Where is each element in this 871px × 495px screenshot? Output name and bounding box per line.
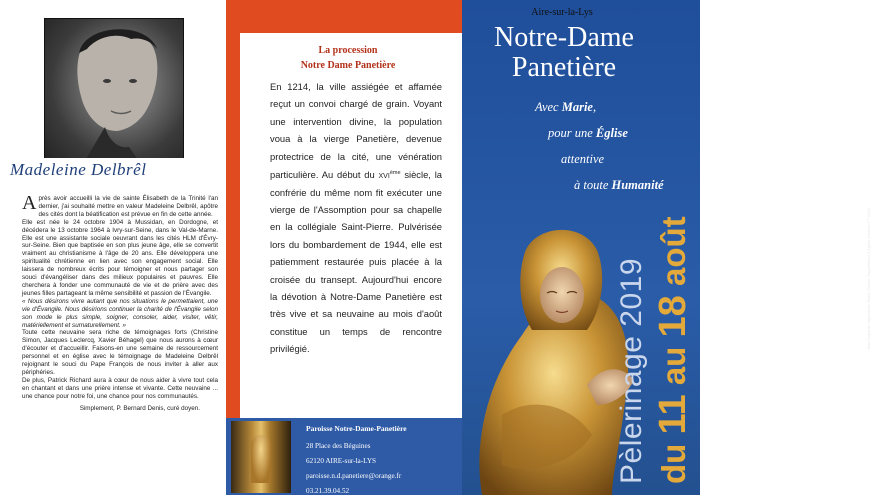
tagline-line-1: Avec Marie, bbox=[535, 100, 597, 114]
bio-quote: « Nous désirons vivre autant que nos situations le permettaient, une vie d'Évangile. Nous désirions continuer la charité de l'Évangile selon son mode le plus simple, soigner, consoler, aider, visiter, vêtir, matériellement et surnaturellement. » bbox=[22, 297, 218, 329]
parish-city: 62120 AIRE-sur-la-LYS bbox=[306, 457, 377, 465]
tagline-line-3: attentive bbox=[561, 152, 605, 166]
parish-phone: 03.21.39.04.52 bbox=[306, 487, 350, 495]
bio-paragraph-3: Toute cette neuvaine sera riche de témoignages forts (Christine Simon, Jacques Leclercq, Xavier Béhagel) que nous aurons à cœur d'écouter et d'accueillir. Faisons-en une semaine de ressourcement personnel et en église avec le témoignage de Madeleine Delbrêl rejoignant le souci du Pape François de nous inviter à aller aux périphéries. bbox=[22, 329, 218, 376]
cover-title-line-1: Notre-Dame bbox=[494, 22, 634, 53]
parish-email[interactable]: paroisse.n.d.panetiere@orange.fr bbox=[306, 472, 402, 480]
cover-title-line-2: Panetière bbox=[511, 52, 617, 83]
virgin-statue-image bbox=[462, 215, 637, 495]
pilgrimage-dates: du 11 au 18 août bbox=[652, 216, 694, 484]
chapel-photo bbox=[231, 421, 291, 493]
biography-text bbox=[22, 192, 218, 412]
printer-credit: Jean Capoulin Imprimerie Julien, Orsion. Supplément à Église d'Artois n°7 2019 bbox=[866, 208, 871, 350]
left-panel bbox=[0, 0, 226, 495]
pilgrimage-year: Pèlerinage 2019 bbox=[615, 257, 648, 484]
drop-cap: A bbox=[22, 192, 37, 214]
signature: Simplement, P. Bernard Denis, curé doyen. bbox=[79, 404, 200, 412]
procession-title: La procession bbox=[318, 45, 378, 56]
parish-address: 28 Place des Béguines bbox=[306, 442, 371, 450]
bio-paragraph-1: Après avoir accueilli la vie de sainte Élisabeth de la Trinité l'an dernier, j'ai souhaité mettre en valeur Madeleine Delbrêl, apôtre des cités dont la béatification est prévue en fin de cette année. bbox=[22, 192, 218, 218]
parish-name: Paroisse Notre-Dame-Panetière bbox=[306, 424, 407, 433]
town-name: Aire-sur-la-Lys bbox=[531, 7, 593, 18]
tagline-line-4: à toute Humanité bbox=[574, 178, 664, 192]
portrait-photo bbox=[44, 18, 184, 165]
bio-paragraph-2: Elle est née le 24 octobre 1904 à Mussidan, en Dordogne, et décédera le 13 octobre 1964 à Ivry-sur-Seine, dans le Val-de-Marne. Elle est une assistante sociale oeuvrant dans les cités HLM d'Évry-sur-Seine. Bien que baptisée en son plus jeune âge, elle se convertit vraiment au christianisme à l'âge de 20 ans. Elle développera une spiritualité chrétienne en lien avec son engagement social. Elle laissera de nombreux écrits pour témoigner et nous partager son souci d'évangéliser dans des milieux populaires et pauvres. Elle cherchera à fonder une communauté de vie et de prière avec des jeunes filles partageant la même sensibilité et passion de l'Évangile. bbox=[22, 218, 218, 297]
contact-block bbox=[226, 418, 462, 495]
portrait-silhouette bbox=[45, 19, 183, 164]
middle-panel bbox=[226, 0, 462, 495]
history-text: En 1214, la ville assiégée et affamée reçut un convoi chargé de grain. Voyant une intervention divine, la population voua à la vierge Panetière, devenue protectrice de la cité, une vénération particulière. Au début du xvi$^{ème}$ siècle, la confrérie du même nom fit exécuter une vierge de l'Assomption pour sa chapelle en la collégiale Saint-Pierre. Pulvérisée lors du bombardement de 1944, elle est patiemment restaurée puis placée à la croisée du transept. Aujourd'hui encore la dévotion à Notre-Dame Panetière est très vive et sa neuvaine au mois d'août constitue un temps de rencontre privilégié. bbox=[270, 81, 442, 355]
procession-subtitle: Notre Dame Panetière bbox=[300, 60, 396, 71]
century: xvi bbox=[378, 169, 390, 181]
tagline-line-2: pour une Église bbox=[548, 126, 628, 140]
orange-header-bar bbox=[226, 0, 462, 33]
person-name: Madeleine Delbrêl bbox=[10, 160, 147, 179]
bio-paragraph-4: De plus, Patrick Richard aura à cœur de nous aider à vivre tout cela en chantant et dans une prière intense et vivante. Cette neuvaine ... une chance pour notre foi, une chance pour nos communautés. bbox=[22, 376, 218, 400]
